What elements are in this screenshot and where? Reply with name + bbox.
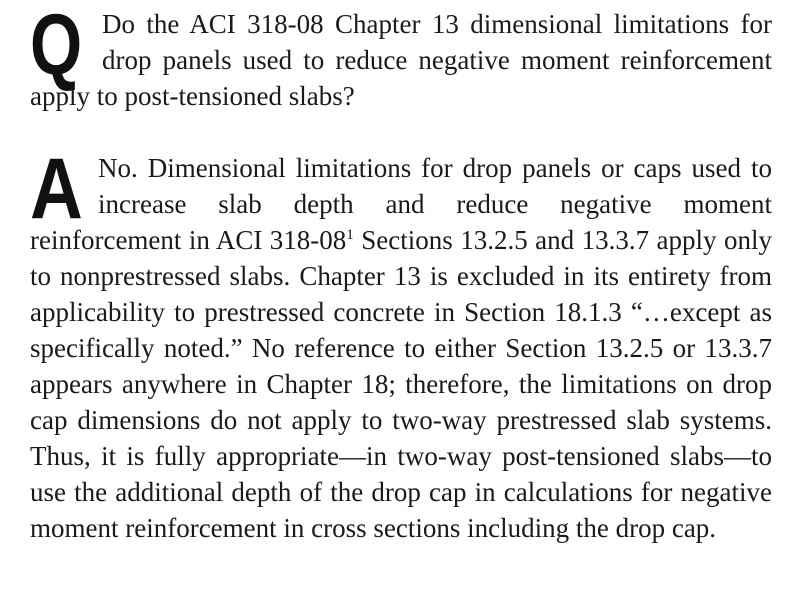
answer-text-after-reference: Sections 13.2.5 and 13.3.7 apply only to nonprestressed slabs. Chapter 13 is excluded in its entirety from applicability to prestressed concrete in Section 18.1.3 “…except as specifically noted.” No reference to either Section 13.2.5 or 13.3.7 appears anywhere in Chapter 18; therefore, the limitations on drop cap dimensions do not apply to two-way prestressed slab systems. Thus, it is fully appropriate—in two-way post-tensioned slabs—to use the additional depth of the drop cap in calculations for negative moment reinforcement in cross sections including the drop cap.	[30, 225, 773, 543]
answer-paragraph	[30, 141, 773, 546]
question-marker: Q	[30, 0, 83, 93]
qa-article	[30, 0, 773, 546]
footnote-reference: 1	[346, 227, 354, 243]
answer-text-before-reference: No. Dimensional limitations for drop panels or caps used to increase slab depth and reduce negative moment reinforcement in ACI 318-08	[30, 153, 772, 255]
question-text: Do the ACI 318-08 Chapter 13 dimensional limitations for drop panels used to reduce negative moment reinforcement apply to post-tensioned slabs?	[30, 9, 772, 111]
question-paragraph	[30, 0, 772, 114]
answer-marker: A	[30, 141, 83, 237]
